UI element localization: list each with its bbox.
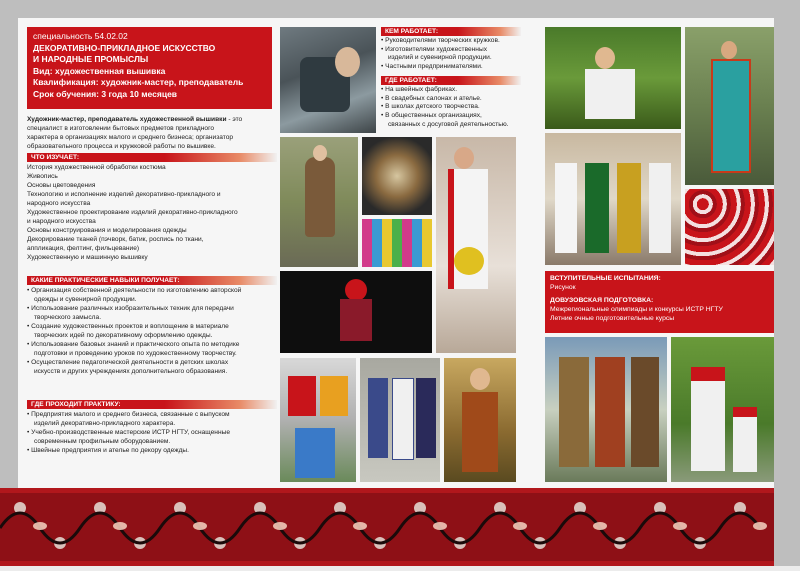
photo-model-white-dress (436, 137, 516, 353)
bullet-icon: • (27, 429, 30, 436)
intro-lead: Художник-мастер, преподаватель художественной вышивки (27, 116, 227, 123)
photo-autumn-dress (444, 358, 516, 482)
skill-item: • Использование различных изобразительных техник для передачи (27, 305, 234, 312)
intro-line-1: - это (226, 116, 243, 123)
bullet-icon: • (381, 112, 384, 120)
skill-item-cont: подготовки и проведению уроков по художественному творчеству. (34, 350, 237, 357)
photo-models-catwalk (545, 337, 667, 482)
prep-heading: ДОВУЗОВСКАЯ ПОДГОТОВКА: (550, 297, 654, 304)
photo-embroidery-detail (362, 137, 432, 215)
study-heading: ЧТО ИЗУЧАЕТ: (27, 153, 277, 162)
photo-children-folk (280, 358, 356, 482)
works-as-heading: КЕМ РАБОТАЕТ: (381, 27, 521, 36)
specialty-qualification: Квалификация: художник-мастер, преподаватель (33, 77, 244, 87)
photo-model-outdoor-1 (545, 27, 681, 129)
skill-item-cont: одежды и сувенирной продукции. (34, 296, 137, 303)
works-as-list (381, 37, 521, 72)
bullet-icon: • (381, 63, 384, 71)
specialty-type: Вид: художественная вышивка (33, 65, 166, 76)
photo-model-brown-dress (280, 137, 358, 267)
bullet-icon: • (27, 323, 30, 330)
bullet-icon: • (27, 359, 30, 366)
top-border (0, 0, 800, 18)
admission-box (545, 271, 774, 333)
study-item: Декорирование тканей (пэчворк, батик, роспись по ткани, (27, 236, 204, 243)
left-border (0, 0, 18, 566)
study-item: Живопись (27, 173, 58, 180)
photo-sewing-machine (280, 27, 376, 133)
study-item: Художественную и машинную вышивку (27, 254, 148, 261)
folk-ornament-band (0, 488, 774, 566)
intro-line-3: характера в организациях малого и среднего бизнеса; организатор (27, 134, 234, 141)
photo-patchwork (362, 219, 432, 267)
works-where-heading: ГДЕ РАБОТАЕТ: (381, 76, 521, 85)
bullet-icon: • (381, 45, 384, 53)
intro-line-4: образовательного процесса и кружковой работы по вышивке. (27, 143, 216, 150)
works-where-list (381, 86, 521, 130)
skill-item: • Создание художественных проектов и воплощение в материале (27, 323, 229, 330)
study-list (27, 163, 277, 262)
bullet-icon: • (27, 341, 30, 348)
practice-list (27, 410, 277, 455)
practice-item: • Швейные предприятия и ателье по декору одежды. (27, 447, 189, 454)
study-item: Основы цветоведения (27, 182, 96, 189)
specialty-duration: Срок обучения: 3 года 10 месяцев (33, 88, 178, 99)
bullet-icon: • (27, 447, 30, 454)
study-item: народного искусства (27, 200, 91, 207)
skills-heading: КАКИЕ ПРАКТИЧЕСКИЕ НАВЫКИ ПОЛУЧАЕТ: (27, 276, 277, 285)
practice-item: • Учебно-производственные мастерские ИСТР НГТУ, оснащенные (27, 429, 230, 436)
photo-model-teal-dress (685, 27, 774, 185)
works-as-item: • Частными предпринимателями. (381, 63, 483, 71)
skills-list (27, 286, 277, 376)
skill-item: • Организация собственной деятельности по изготовлению авторской (27, 287, 242, 294)
bullet-icon: • (27, 305, 30, 312)
intro-line-2: специалист в изготовлении бытовых предметов прикладного (27, 125, 214, 132)
works-as-item-cont: изделий и сувенирной продукции. (388, 54, 492, 62)
skill-item-cont: творческих идей по декоративному оформлению одежды. (34, 332, 213, 339)
exams-value: Рисунок (550, 284, 576, 291)
skill-item-cont: искусств и других учреждениях дополнительного образования. (34, 368, 228, 375)
ornament-svg (0, 488, 774, 566)
specialty-title-2: И НАРОДНЫЕ ПРОМЫСЛЫ (33, 54, 149, 64)
prep-line-1: Межрегиональные олимпиады и конкурсы ИСТР НГТУ (550, 306, 723, 313)
study-item: и народного искусства (27, 218, 96, 225)
photo-puppet-doll (280, 271, 432, 353)
exams-heading: ВСТУПИТЕЛЬНЫЕ ИСПЫТАНИЯ: (550, 275, 661, 282)
works-where-item-cont: связанных с досуговой деятельностью. (388, 120, 509, 128)
works-as-item: • Руководителями творческих кружков. (381, 37, 500, 44)
works-where-item: • В школах детского творчества. (381, 103, 480, 111)
bullet-icon: • (381, 37, 384, 44)
skill-item-cont: творческого замысла. (34, 314, 102, 321)
practice-item-cont: изделий декоративно-прикладного характера. (34, 420, 176, 427)
skill-item: • Использование базовых знаний и практического опыта по методике (27, 341, 240, 348)
bullet-icon: • (381, 94, 384, 102)
photo-mannequins (360, 358, 440, 482)
study-item: История художественной обработки костюма (27, 164, 166, 171)
prep-line-2: Летние очные подготовительные курсы (550, 315, 675, 322)
works-as-item: • Изготовителями художественных (381, 45, 487, 53)
bullet-icon: • (27, 287, 30, 294)
study-item: Основы конструирования и моделирования одежды (27, 227, 187, 234)
specialty-code: специальность 54.02.02 (33, 31, 128, 41)
study-item: Технологию и исполнение изделий декоративно-прикладного и (27, 191, 221, 198)
right-border (774, 0, 800, 566)
works-where-item: • На швейных фабриках. (381, 86, 458, 93)
study-item: Художественное проектирование изделий декоративно-прикладного (27, 209, 238, 216)
works-where-item: • В общественных организациях, (381, 112, 482, 120)
skill-item: • Осуществление педагогической деятельности в детских школах (27, 359, 229, 366)
practice-item-cont: современным профильным оборудованием. (34, 438, 171, 445)
specialty-title-1: ДЕКОРАТИВНО-ПРИКЛАДНОЕ ИСКУССТВО (33, 42, 216, 53)
photo-red-pattern (685, 189, 774, 265)
study-item: аппликация, фелтинг, фильцевание) (27, 245, 140, 252)
photo-group-models (545, 133, 681, 265)
practice-heading: ГДЕ ПРОХОДИТ ПРАКТИКУ: (27, 400, 277, 409)
photo-mother-daughter (671, 337, 774, 482)
works-where-item: • В свадебных салонах и ателье. (381, 94, 482, 102)
practice-item: • Предприятия малого и среднего бизнеса, связанные с выпуском (27, 411, 230, 418)
specialty-header (27, 27, 272, 109)
bullet-icon: • (381, 86, 384, 93)
intro-paragraph (27, 115, 272, 151)
bullet-icon: • (27, 411, 30, 418)
bullet-icon: • (381, 103, 384, 111)
